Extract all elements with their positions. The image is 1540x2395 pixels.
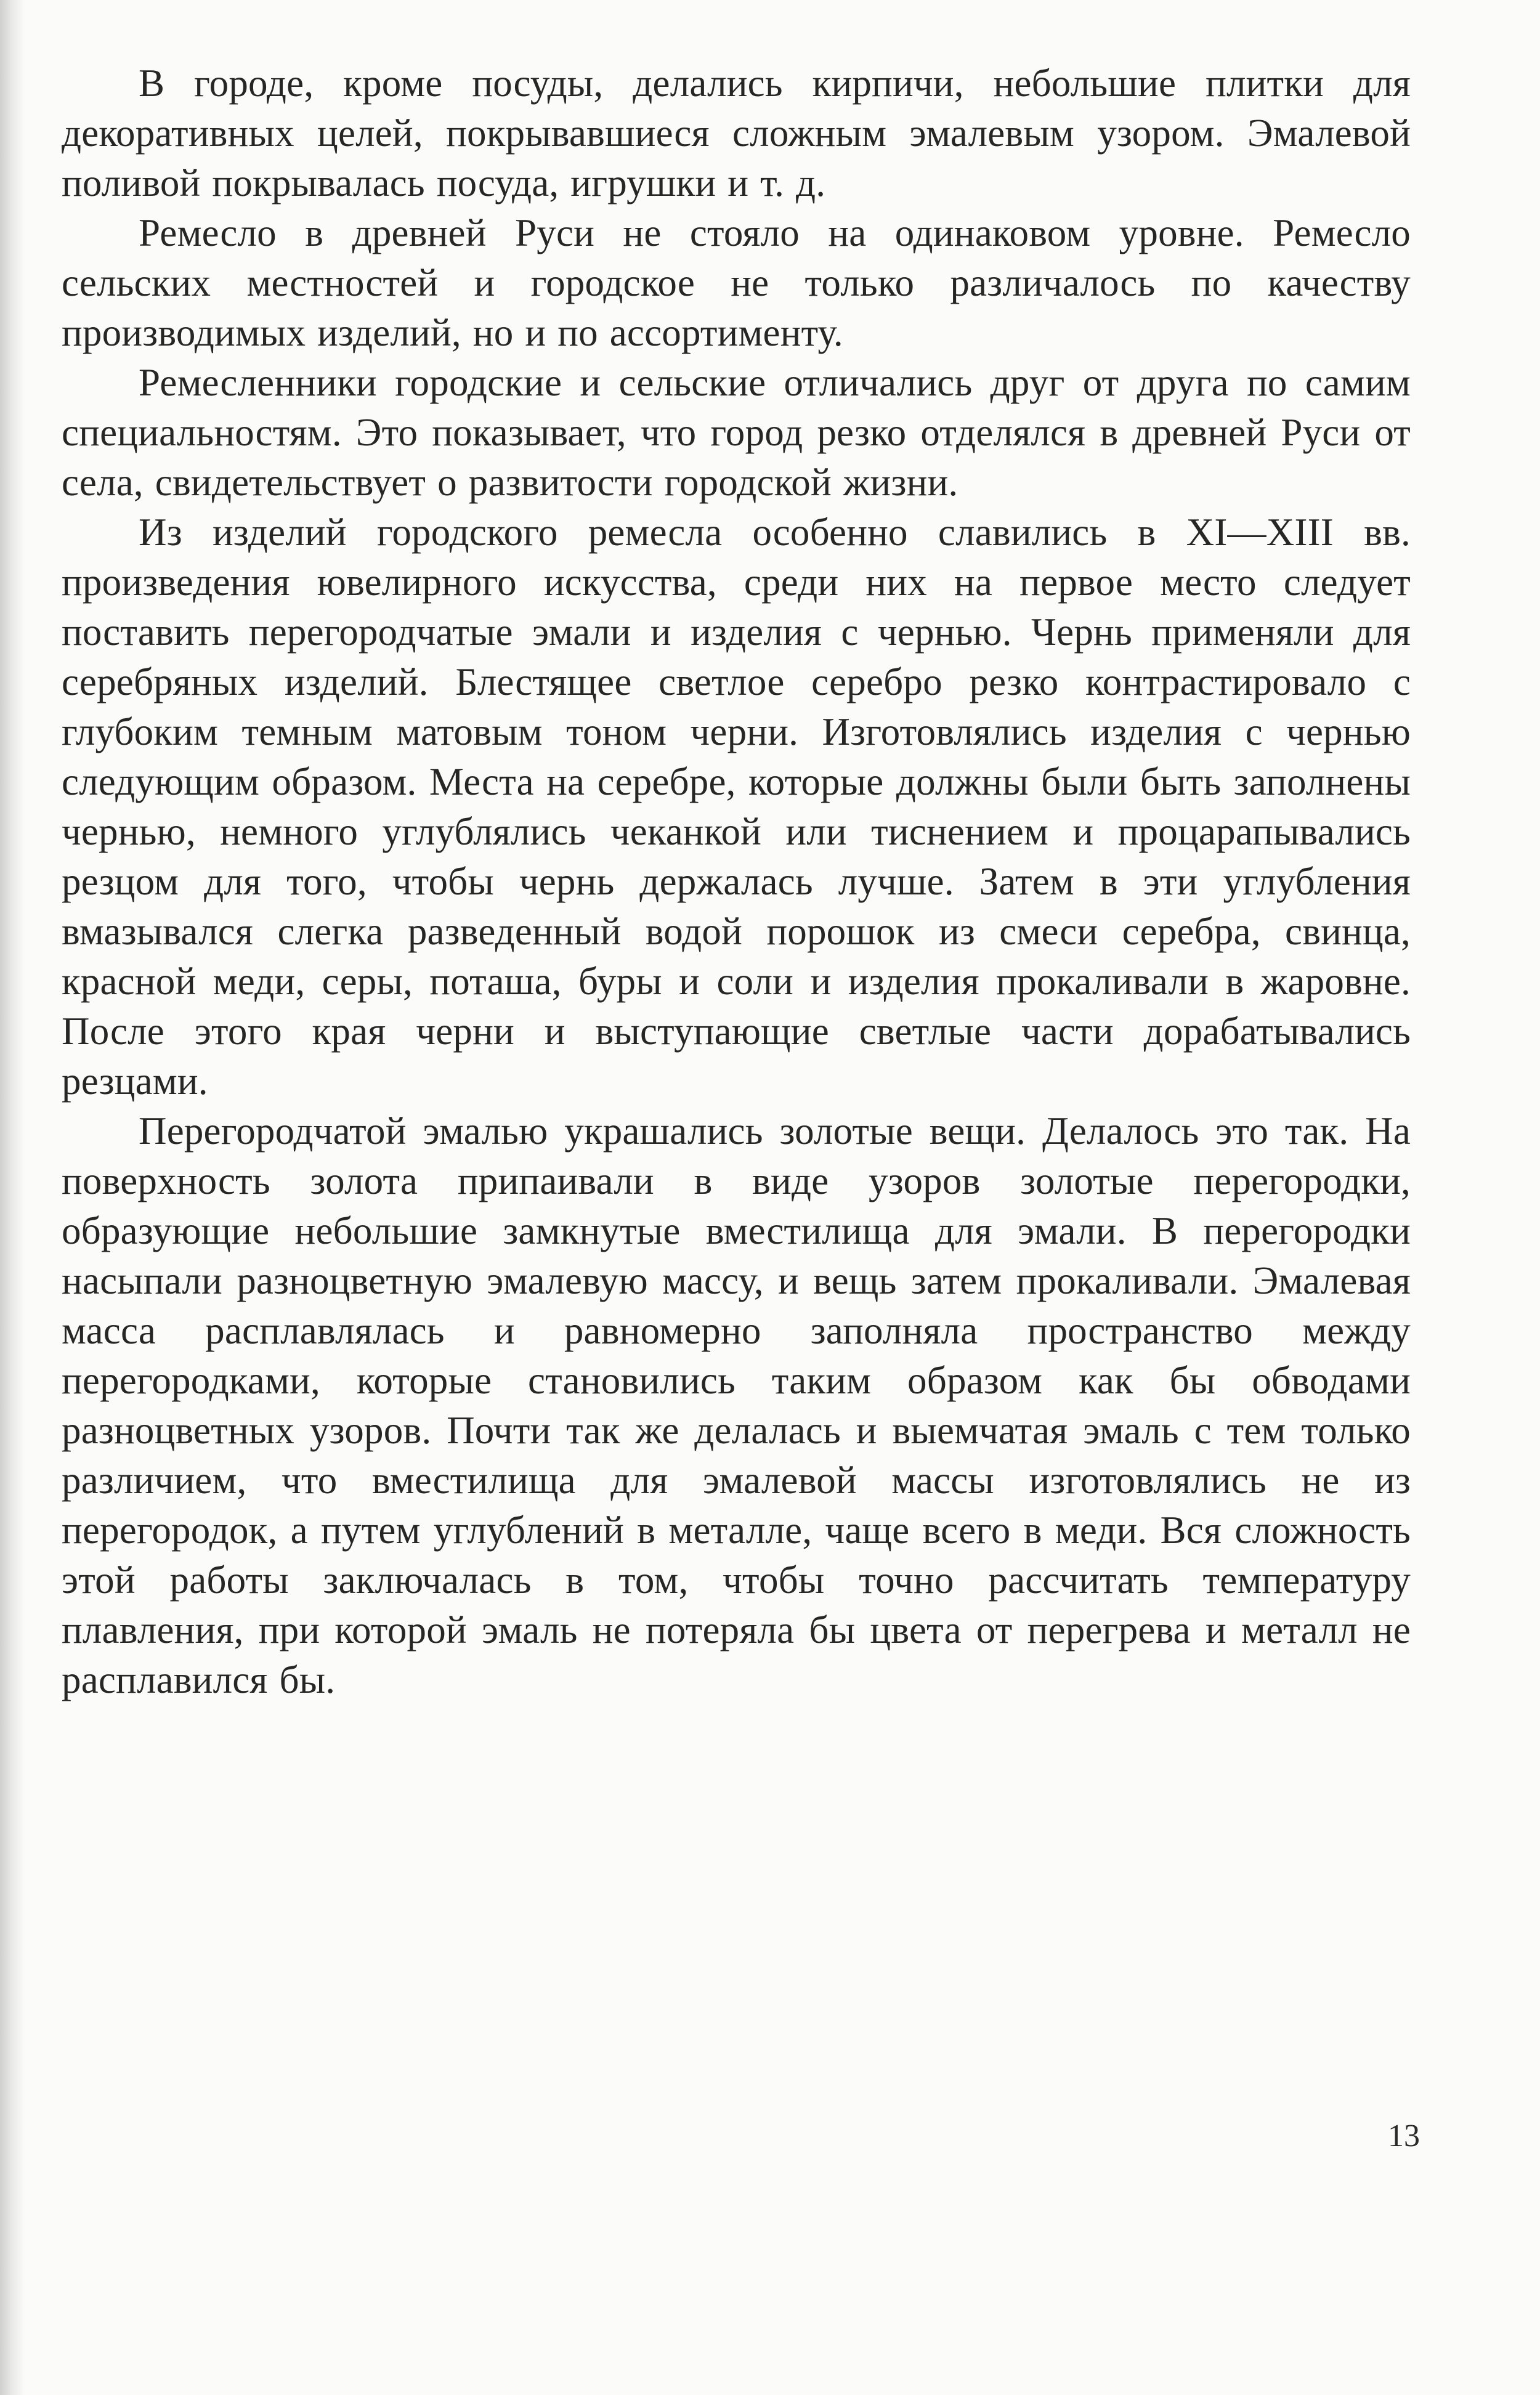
paragraph-5: Перегородчатой эмалью украшались золотые вещи. Делалось это так. На поверхность золота припаивали в виде узоров золотые перегородки, образующие небольшие замкнутые вместилища для эмали. В перегородки насыпали разноцветную эмалевую массу, и вещь затем прокаливали. Эмалевая масса расплавлялась и равномерно заполняла пространство между перегородками, которые становились таким образом как бы обводами разноцветных узоров. Почти так же делалась и выемчатая эмаль с тем только различием, что вместилища для эмалевой массы изготовлялись не из перегородок, а путем углублений в металле, чаще всего в меди. Вся сложность этой работы заключалась в том, чтобы точно рассчитать температуру плавления, при которой эмаль не потеряла бы цвета от перегрева и металл не расплавился бы.	[62, 1109, 1411, 1701]
paragraph-2: Ремесло в древней Руси не стояло на одинаковом уровне. Ремесло сельских местностей и городское не только различалось по качеству производимых изделий, но и по ассортименту.	[62, 211, 1411, 354]
paragraph-1: В городе, кроме посуды, делались кирпичи, небольшие плитки для декоративных целей, покрывавшиеся сложным эмалевым узором. Эмалевой поливой покрывалась посуда, игрушки и т. д.	[62, 62, 1411, 205]
page-number: 13	[1388, 2118, 1420, 2154]
spine-shadow	[0, 0, 25, 2395]
paragraph-4: Из изделий городского ремесла особенно славились в XI—XIII вв. произведения ювелирного искусства, среди них на первое место следует поставить перегородчатые эмали и изделия с чернью. Чернь применяли для серебряных изделий. Блестящее светлое серебро резко контрастировало с глубоким темным матовым тоном черни. Изготовлялись изделия с чернью следующим образом. Места на серебре, которые должны были быть заполнены чернью, немного углублялись чеканкой или тиснением и процарапывались резцом для того, чтобы чернь держалась лучше. Затем в эти углубления вмазывался слегка разведенный водой порошок из смеси серебра, свинца, красной меди, серы, поташа, буры и соли и изделия прокаливали в жаровне. После этого края черни и выступающие светлые части дорабатывались резцами.	[62, 511, 1411, 1103]
paragraph-3: Ремесленники городские и сельские отличались друг от друга по самим специальностям. Это показывает, что город резко отделялся в древней Руси от села, свидетельствует о развитости городской жизни.	[62, 361, 1411, 504]
body-text	[62, 59, 1411, 1705]
